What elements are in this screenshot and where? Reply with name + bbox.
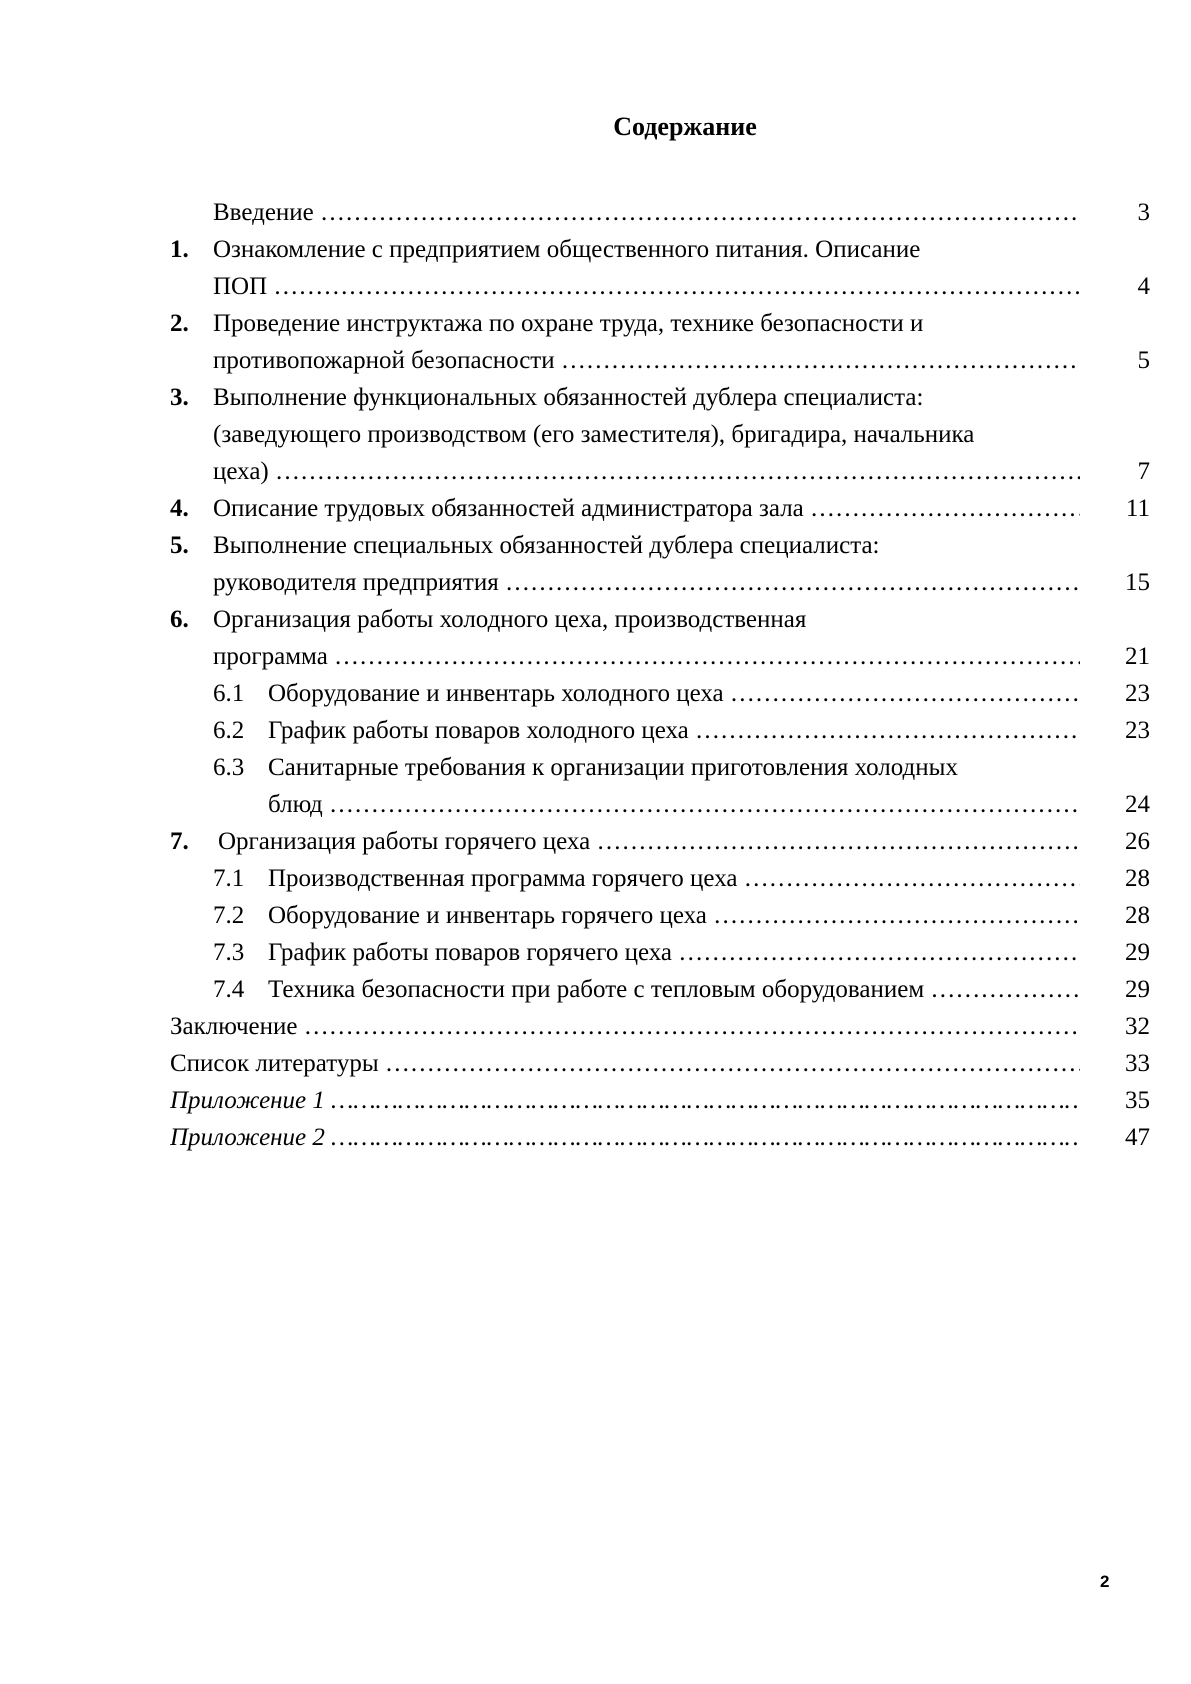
toc-entry-text: (заведующего производством (его заместителя), бригадира, начальника: [213, 421, 975, 448]
toc-entry-4[interactable]: [170, 490, 1150, 527]
toc-entry-text: График работы поваров холодного цеха ……………………………………………………………………………………………………………………………………………………: [268, 712, 1080, 749]
toc-page-number: 15: [1125, 569, 1150, 596]
toc-entry-text: Производственная программа горячего цеха ……………………………………………………………………………………………………………………………………………………: [268, 860, 1080, 897]
toc-entry-number: 3.: [170, 384, 189, 411]
toc-entry-text: Организация работы холодного цеха, производственная: [213, 606, 807, 633]
toc-entry-6-2[interactable]: [170, 712, 1150, 749]
toc-page-number: 24: [1125, 791, 1150, 818]
toc-page-number: 5: [1137, 347, 1150, 374]
toc-entry-text: программа ……………………………………………………………………………………………………………………………………………………: [213, 638, 1080, 675]
toc-page-number: 23: [1125, 717, 1150, 744]
toc-page-number: 47: [1125, 1124, 1150, 1151]
toc-entry-2[interactable]: [170, 305, 1150, 342]
toc-entry-6-3-continued[interactable]: [170, 786, 1150, 823]
toc-entry-number: 7.3: [213, 939, 245, 966]
toc-page-number: 7: [1137, 458, 1150, 485]
toc-entry-number: 7.2: [213, 902, 245, 929]
toc-entry-number: 6.2: [213, 717, 245, 744]
toc-page-number: 28: [1125, 902, 1150, 929]
toc-page-number: 33: [1125, 1050, 1150, 1077]
page-title: Содержание: [613, 112, 757, 141]
toc-entry-text: Оборудование и инвентарь горячего цеха ……………………………………………………………………………………………………………………………………………………: [268, 897, 1080, 934]
toc-entry-7-3[interactable]: [170, 934, 1150, 971]
toc-entry-text: Организация работы горячего цеха ……………………………………………………………………………………………………………………………………………………: [218, 823, 1080, 860]
toc-entry-conclusion[interactable]: [170, 1008, 1150, 1045]
toc-entry-7-4[interactable]: [170, 971, 1150, 1008]
toc-entry-text: блюд ……………………………………………………………………………………………………………………………………………………: [268, 786, 1080, 823]
toc-entry-number: 5.: [170, 532, 189, 559]
toc-entry-introduction[interactable]: [170, 194, 1150, 231]
toc-entry-references[interactable]: [170, 1045, 1150, 1082]
toc-entry-6-1[interactable]: [170, 675, 1150, 712]
toc-page-number: 3: [1137, 199, 1150, 226]
toc-entry-1[interactable]: [170, 231, 1150, 268]
toc-entry-1-continued[interactable]: [170, 268, 1150, 305]
toc-entry-text: цеха) ……………………………………………………………………………………………………………………………………………………: [213, 453, 1080, 490]
toc-entry-number: 7.4: [213, 976, 245, 1003]
toc-entry-number: 6.: [170, 606, 189, 633]
toc-entry-text: руководителя предприятия ……………………………………………………………………………………………………………………………………………………: [213, 564, 1080, 601]
toc-entry-2-continued[interactable]: [170, 342, 1150, 379]
toc-entry-5-continued[interactable]: [170, 564, 1150, 601]
toc-entry-6-continued[interactable]: [170, 638, 1150, 675]
toc-entry-number: 7.1: [213, 865, 245, 892]
toc-entry-text: Оборудование и инвентарь холодного цеха ……………………………………………………………………………………………………………………………………………………: [268, 675, 1080, 712]
toc-entry-text: Приложение 2 ……………………………………………………………………………………………………………………………………………………: [170, 1119, 1080, 1156]
toc-entry-number: 7.: [170, 828, 189, 855]
toc-entry-appendix-1[interactable]: [170, 1082, 1150, 1119]
toc-entry-text: График работы поваров горячего цеха ……………………………………………………………………………………………………………………………………………………: [268, 934, 1080, 971]
toc-entry-text: Проведение инструктажа по охране труда, технике безопасности и: [213, 310, 924, 337]
toc-entry-3[interactable]: [170, 379, 1150, 416]
toc-entry-text: Описание трудовых обязанностей администратора зала ……………………………………………………………………………………………………………………………………………………: [213, 490, 1080, 527]
table-of-contents: [170, 194, 1150, 1156]
toc-entry-text: Выполнение специальных обязанностей дублера специалиста:: [213, 532, 880, 559]
toc-entry-text: Заключение ……………………………………………………………………………………………………………………………………………………: [170, 1008, 1080, 1045]
toc-page-number: 29: [1125, 939, 1150, 966]
toc-entry-3-continued[interactable]: [170, 453, 1150, 490]
toc-entry-7-2[interactable]: [170, 897, 1150, 934]
toc-entry-number: 6.1: [213, 680, 245, 707]
toc-entry-7[interactable]: [170, 823, 1150, 860]
toc-page-number: 29: [1125, 976, 1150, 1003]
toc-entry-text: Выполнение функциональных обязанностей дублера специалиста:: [213, 384, 924, 411]
toc-page-number: 32: [1125, 1013, 1150, 1040]
toc-page-number: 11: [1125, 495, 1150, 522]
toc-page-number: 4: [1137, 273, 1150, 300]
footer-page-number: 2: [1100, 1572, 1110, 1591]
toc-entry-number: 2.: [170, 310, 189, 337]
toc-entry-7-1[interactable]: [170, 860, 1150, 897]
toc-entry-text: Ознакомление с предприятием общественного питания. Описание: [213, 236, 921, 263]
toc-page-number: 28: [1125, 865, 1150, 892]
toc-entry-number: 4.: [170, 495, 189, 522]
toc-entry-text: Список литературы ……………………………………………………………………………………………………………………………………………………: [170, 1045, 1080, 1082]
toc-entry-5[interactable]: [170, 527, 1150, 564]
toc-page-number: 26: [1125, 828, 1150, 855]
toc-entry-text: Санитарные требования к организации приготовления холодных: [268, 754, 958, 781]
toc-entry-text: противопожарной безопасности ……………………………………………………………………………………………………………………………………………………: [213, 342, 1080, 379]
toc-entry-3-continued[interactable]: [170, 416, 1150, 453]
toc-entry-text: ПОП ……………………………………………………………………………………………………………………………………………………: [213, 268, 1080, 305]
toc-entry-appendix-2[interactable]: [170, 1119, 1150, 1156]
toc-entry-6-3[interactable]: [170, 749, 1150, 786]
toc-page-number: 23: [1125, 680, 1150, 707]
toc-entry-6[interactable]: [170, 601, 1150, 638]
toc-entry-text: Приложение 1 ……………………………………………………………………………………………………………………………………………………: [170, 1082, 1080, 1119]
toc-page-number: 21: [1125, 643, 1150, 670]
toc-entry-number: 6.3: [213, 754, 245, 781]
toc-entry-number: 1.: [170, 236, 189, 263]
toc-entry-text: Введение ……………………………………………………………………………………………………………………………………………………: [213, 194, 1080, 231]
toc-entry-text: Техника безопасности при работе с тепловым оборудованием ……………………………………………………………………………………………………………………………………………………: [268, 971, 1080, 1008]
toc-page-number: 35: [1125, 1087, 1150, 1114]
